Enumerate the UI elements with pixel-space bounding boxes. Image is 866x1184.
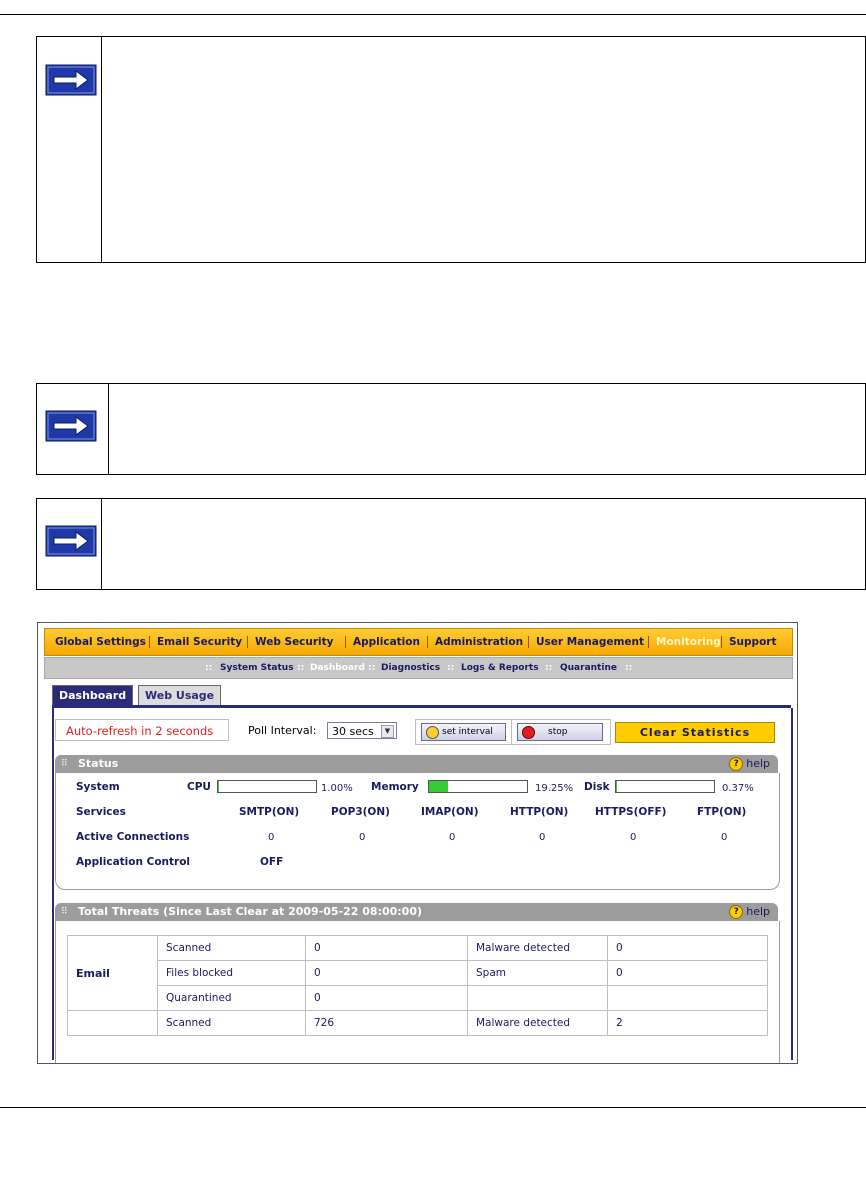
help-label: help (746, 905, 770, 918)
bottom-rule (0, 1107, 866, 1108)
top-nav (44, 628, 793, 656)
stop-box (511, 719, 611, 745)
threats-section-header (55, 903, 778, 921)
poll-interval-select[interactable] (327, 722, 397, 739)
subnav-separator: :: (625, 663, 633, 673)
note-arrow-icon (45, 525, 97, 557)
set-interval-button[interactable] (421, 723, 506, 741)
nav-user-management[interactable]: User Management (536, 636, 645, 648)
system-label: System (76, 781, 120, 793)
table-cell: Scanned (158, 936, 306, 961)
table-row (68, 936, 768, 961)
table-cell: 0 (608, 961, 768, 986)
grip-icon: ⠿ (61, 907, 68, 917)
nav-separator (528, 636, 529, 648)
table-cell (608, 986, 768, 1011)
application-control-value: OFF (260, 856, 284, 868)
chevron-down-icon: ▼ (381, 725, 394, 738)
help-icon: ? (729, 757, 743, 771)
service-imap: IMAP(ON) (421, 806, 479, 818)
poll-interval-label: Poll Interval: (248, 724, 317, 737)
set-interval-label: set interval (442, 727, 493, 737)
top-rule (0, 14, 866, 15)
subnav-separator: :: (545, 663, 553, 673)
clock-icon (426, 726, 439, 739)
service-smtp: SMTP(ON) (239, 806, 300, 818)
tab-dashboard[interactable]: Dashboard (52, 685, 133, 706)
note-arrow-icon (45, 410, 97, 442)
note-arrow-icon (45, 64, 97, 96)
nav-support[interactable]: Support (729, 636, 777, 648)
active-pop3: 0 (359, 832, 366, 843)
disk-bar (615, 780, 715, 793)
subnav-quarantine[interactable]: Quarantine (560, 663, 617, 673)
active-connections-label: Active Connections (76, 831, 190, 843)
table-cell: Files blocked (158, 961, 306, 986)
nav-email-security[interactable]: Email Security (157, 636, 243, 648)
subnav-separator: :: (368, 663, 376, 673)
threats-table (67, 935, 768, 1036)
nav-separator (247, 636, 248, 648)
service-https: HTTPS(OFF) (595, 806, 667, 818)
active-ftp: 0 (721, 832, 728, 843)
memory-bar-fill (429, 781, 448, 792)
memory-value: 19.25% (535, 783, 574, 794)
note-box-2 (36, 383, 866, 475)
dashboard-screenshot (37, 622, 798, 1064)
nav-global-settings[interactable]: Global Settings (55, 636, 146, 648)
table-cell: 0 (306, 986, 468, 1011)
clear-statistics-button[interactable]: Clear Statistics (615, 722, 775, 743)
subnav-system-status[interactable]: System Status (220, 663, 294, 673)
active-imap: 0 (449, 832, 456, 843)
table-row (68, 986, 768, 1011)
threats-help-link[interactable] (729, 905, 770, 919)
service-ftp: FTP(ON) (697, 806, 747, 818)
email-category: Email (68, 936, 158, 1011)
table-cell: 0 (608, 936, 768, 961)
stop-button[interactable] (517, 723, 603, 741)
nav-separator (648, 636, 649, 648)
table-cell: Quarantined (158, 986, 306, 1011)
table-cell: Malware detected (468, 936, 608, 961)
threats-title: Total Threats (Since Last Clear at 2009-05-22 08:00:00) (78, 905, 423, 918)
table-cell: Scanned (158, 1011, 306, 1036)
nav-separator (149, 636, 150, 648)
subnav-logs-reports[interactable]: Logs & Reports (461, 663, 539, 673)
table-cell: Malware detected (468, 1011, 608, 1036)
subnav-diagnostics[interactable]: Diagnostics (381, 663, 441, 673)
service-pop3: POP3(ON) (331, 806, 390, 818)
subnav-separator: :: (447, 663, 455, 673)
disk-value: 0.37% (722, 783, 754, 794)
nav-separator (345, 636, 346, 648)
note-box-1 (36, 36, 866, 263)
table-cell: 2 (608, 1011, 768, 1036)
table-cell: 0 (306, 936, 468, 961)
note-icon-cell (37, 499, 102, 589)
auto-refresh-text: Auto-refresh in 2 seconds (55, 719, 229, 741)
grip-icon: ⠿ (61, 759, 68, 769)
disk-label: Disk (584, 781, 610, 793)
status-section-header (55, 755, 778, 773)
table-cell (468, 986, 608, 1011)
cpu-bar (217, 780, 317, 793)
nav-application[interactable]: Application (353, 636, 420, 648)
note-box-3 (36, 498, 866, 590)
help-icon: ? (729, 905, 743, 919)
table-row (68, 1011, 768, 1036)
note-icon-cell (37, 384, 109, 474)
subnav-dashboard[interactable]: Dashboard (310, 663, 365, 673)
note-body (102, 499, 865, 589)
active-smtp: 0 (268, 832, 275, 843)
application-control-label: Application Control (76, 856, 191, 868)
nav-web-security[interactable]: Web Security (255, 636, 334, 648)
note-body (109, 384, 865, 474)
active-http: 0 (539, 832, 546, 843)
nav-separator (427, 636, 428, 648)
nav-separator (721, 636, 722, 648)
table-cell: 0 (306, 961, 468, 986)
cpu-bar-fill (218, 781, 219, 792)
memory-label: Memory (371, 781, 419, 793)
table-cell: 726 (306, 1011, 468, 1036)
cpu-label: CPU (187, 781, 211, 793)
active-https: 0 (630, 832, 637, 843)
subnav-separator: :: (205, 663, 213, 673)
table-cell: Spam (468, 961, 608, 986)
nav-monitoring[interactable]: Monitoring (656, 636, 721, 648)
cpu-value: 1.00% (321, 783, 353, 794)
note-icon-cell (37, 37, 102, 262)
subnav-separator: :: (297, 663, 305, 673)
table-row (68, 961, 768, 986)
service-http: HTTP(ON) (510, 806, 569, 818)
services-label: Services (76, 806, 126, 818)
sub-nav (44, 657, 793, 679)
nav-administration[interactable]: Administration (435, 636, 524, 648)
help-label: help (746, 757, 770, 770)
stop-label: stop (548, 727, 568, 737)
poll-interval-value: 30 secs (332, 725, 374, 738)
memory-bar (428, 780, 528, 793)
stop-icon (522, 726, 535, 739)
web-category (68, 1011, 158, 1036)
status-title: Status (78, 757, 119, 770)
note-body (102, 37, 865, 262)
status-help-link[interactable] (729, 757, 770, 771)
set-interval-box (415, 719, 512, 745)
tab-web-usage[interactable]: Web Usage (138, 685, 221, 706)
